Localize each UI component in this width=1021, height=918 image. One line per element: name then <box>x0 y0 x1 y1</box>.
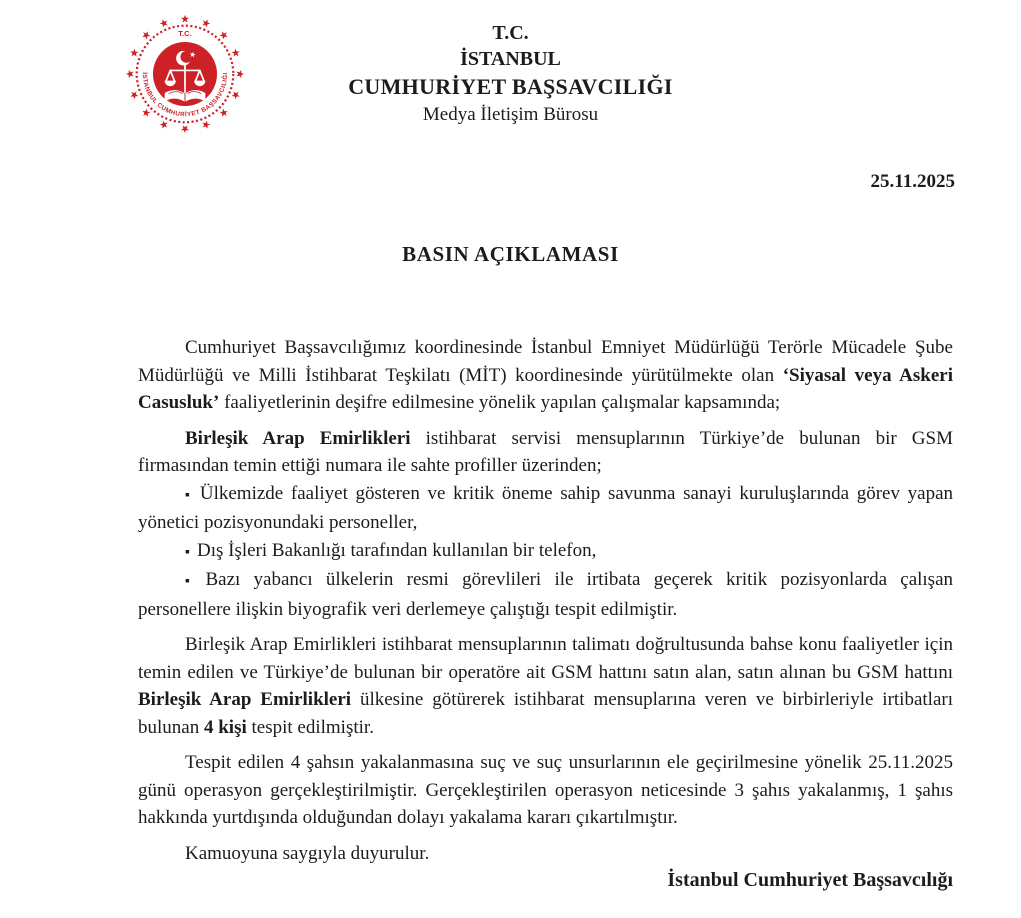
bold-espionage-phrase: ‘Siyasal veya Askeri Casusluk’ <box>138 364 953 413</box>
letterhead-tc: T.C. <box>492 22 529 44</box>
emblem-ring-text: İSTANBUL CUMHURİYET BAŞSAVCILIĞI <box>140 72 230 119</box>
letterhead-city: İSTANBUL <box>460 48 561 70</box>
bold-four-persons: 4 kişi <box>203 716 247 738</box>
paragraph-suspects: Birleşik Arap Emirlikleri istihbarat mensuplarının talimatı doğrultusunda bahse konu faaliyetler için temin edilen ve Türkiye’de bulunan bir operatöre ait GSM hattını satın alan, satın alınan bu GSM hattını Birleşik Arap Emirlikleri ülkesine götürerek istihbarat mensuplarına veren ve birbirleriyle irtibatları bulunan 4 kişi tespit edilmiştir. <box>138 634 953 738</box>
signature: İstanbul Cumhuriyet Başsavcılığı <box>667 869 953 891</box>
document-body <box>138 334 953 895</box>
bullet-item-defense-personnel: ▪ Ülkemizde faaliyet gösteren ve kritik öneme sahip savunma sanayi kuruluşlarında görev yapan yönetici pozisyonundaki personeller, <box>138 482 953 533</box>
paragraph-operation: Tespit edilen 4 şahsın yakalanmasına suç ve suç unsurlarının ele geçirilmesine yönelik 25.11.2025 günü operasyon gerçekleştirilmiştir. Gerçekleştirilen operasyon neticesinde 3 şahıs yakalanmış, 1 şahıs hakkında yurtdışında olduğundan dolayı yakalama kararı çıkartılmıştır. <box>138 752 953 828</box>
bold-uae: Birleşik Arap Emirlikleri <box>185 427 411 449</box>
paragraph-intro-text: Cumhuriyet Başsavcılığımız koordinesinde İstanbul Emniyet Müdürlüğü Terörle Mücadele Şube Müdürlüğü ve Milli İstihbarat Teşkilatı (MİT) koordinesinde yürütülmekte olan <box>138 337 953 386</box>
letterhead-bureau: Medya İletişim Bürosu <box>422 104 599 125</box>
bullet-icon: ▪ <box>185 574 199 589</box>
bullet-item-biographic-data: ▪ Bazı yabancı ülkelerin resmi görevlileri ile irtibata geçerek kritik pozisyonlarda çalışan personellere ilişkin biyografik veri derlemeye çalıştığı tespit edilmiştir. <box>138 569 954 620</box>
bullet-item-ministry-phone: ▪ Dış İşleri Bakanlığı tarafından kullanılan bir telefon, <box>185 539 597 561</box>
prosecutor-office-emblem <box>124 13 246 135</box>
bullet-icon: ▪ <box>185 487 193 503</box>
emblem-red-artwork <box>126 15 244 133</box>
document-date: 25.11.2025 <box>870 171 955 192</box>
bullet-icon: ▪ <box>185 544 190 560</box>
bold-uae-2: Birleşik Arap Emirlikleri <box>138 689 352 710</box>
crescent-cutout <box>180 51 192 63</box>
document-title: BASIN AÇIKLAMASI <box>402 242 619 266</box>
letterhead-office: CUMHURİYET BAŞSAVCILIĞI <box>348 74 673 99</box>
paragraph-intro: Cumhuriyet Başsavcılığımız koordinesinde İstanbul Emniyet Müdürlüğü Terörle Mücadele Şube Müdürlüğü ve Milli İstihbarat Teşkilatı (MİT) koordinesinde yürütülmekte olan ‘Siyasal veya Askeri Casusluk’ faaliyetlerinin deşifre edilmesine yönelik yapılan çalışmalar kapsamında; <box>138 337 953 413</box>
paragraph-closing: Kamuoyuna saygıyla duyurulur. <box>185 842 430 864</box>
emblem-tc-text: T.C. <box>178 28 192 38</box>
paragraph-uae-gsm: Birleşik Arap Emirlikleri istihbarat servisi mensuplarının Türkiye’de bulunan bir GSM firmasından temin ettiği numara ile sahte profiller üzerinden; <box>138 427 953 476</box>
